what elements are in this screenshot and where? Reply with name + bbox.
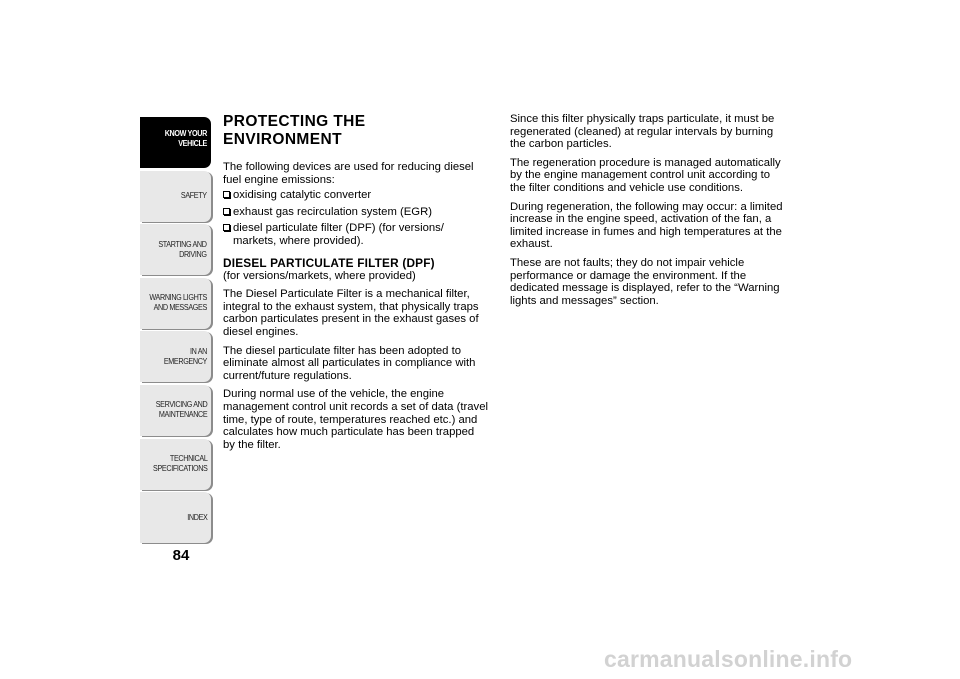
body-paragraph: During regeneration, the following may occur: a limited increase in the engine speed, activation of the fan, a limited increase in fumes and high temperatures at the exhaust. [510,200,783,251]
tab-know-your-vehicle[interactable] [140,117,211,168]
body-paragraph: The diesel particulate filter has been adopted to eliminate almost all particulates in compliance with current/future regulations. [223,344,476,382]
list-item-text: oxidising catalytic converter [233,189,372,202]
tab-technical-specifications[interactable] [140,439,211,490]
tab-safety[interactable] [140,171,211,222]
tab-label: STARTING AND DRIVING [158,239,207,259]
tab-label: TECHNICAL SPECIFICATIONS [152,454,207,474]
tab-starting-and-driving[interactable] [140,224,211,275]
tab-label: SERVICING AND MAINTENANCE [155,400,207,420]
tab-in-an-emergency[interactable] [140,331,211,382]
subheading-note: (for versions/markets, where provided) [223,269,416,282]
emission-devices-list [223,189,488,247]
list-item [223,222,488,247]
tab-label: SAFETY [181,191,207,201]
list-item-text: exhaust gas recirculation system (EGR) [233,205,433,218]
checkbox-bullet-icon [223,208,230,215]
list-item-text: diesel particulate filter (DPF) (for versions/ markets, where provided). [233,222,444,247]
page-number: 84 [172,547,190,564]
body-paragraph: These are not faults; they do not impair vehicle performance or damage the environment. If the dedicated message is displayed, refer to the “Warning lights and messages” section. [510,256,780,307]
intro-paragraph: The following devices are used for reducing diesel fuel engine emissions: [223,161,474,186]
checkbox-bullet-icon [223,191,230,198]
tab-label: WARNING LIGHTS AND MESSAGES [149,293,207,313]
tab-label: INDEX [186,512,207,522]
list-item [223,189,488,202]
body-paragraph: The regeneration procedure is managed automatically by the engine management control unit according to the filter conditions and vehicle use conditions. [510,156,781,194]
section-tabs [140,117,211,546]
checkbox-bullet-icon [223,224,230,231]
tab-label: IN AN EMERGENCY [163,346,207,366]
body-paragraph: Since this filter physically traps particulate, it must be regenerated (cleaned) at regular intervals by burning the carbon particles. [510,113,775,151]
right-column [510,113,785,313]
tab-servicing-and-maintenance[interactable] [140,385,211,436]
tab-label: KNOW YOUR VEHICLE [164,129,207,148]
tab-warning-lights-and-messages[interactable] [140,278,211,329]
subheading: DIESEL PARTICULATE FILTER (DPF) [223,255,435,270]
list-item [223,206,488,219]
body-paragraph: The Diesel Particulate Filter is a mechanical filter, integral to the exhaust system, that physically traps carbon particulates present in the exhaust gases of diesel engines. [223,288,479,338]
tab-index[interactable] [140,492,211,543]
section-heading: PROTECTING THE ENVIRONMENT [223,113,366,148]
site-watermark: carmanualsonline.info [604,646,853,672]
left-column [223,113,488,457]
body-paragraph: During normal use of the vehicle, the engine management control unit records a set of data (travel time, type of route, temperatures reached etc.) and calculates how much particulate has been trapped by the filter. [223,388,488,451]
